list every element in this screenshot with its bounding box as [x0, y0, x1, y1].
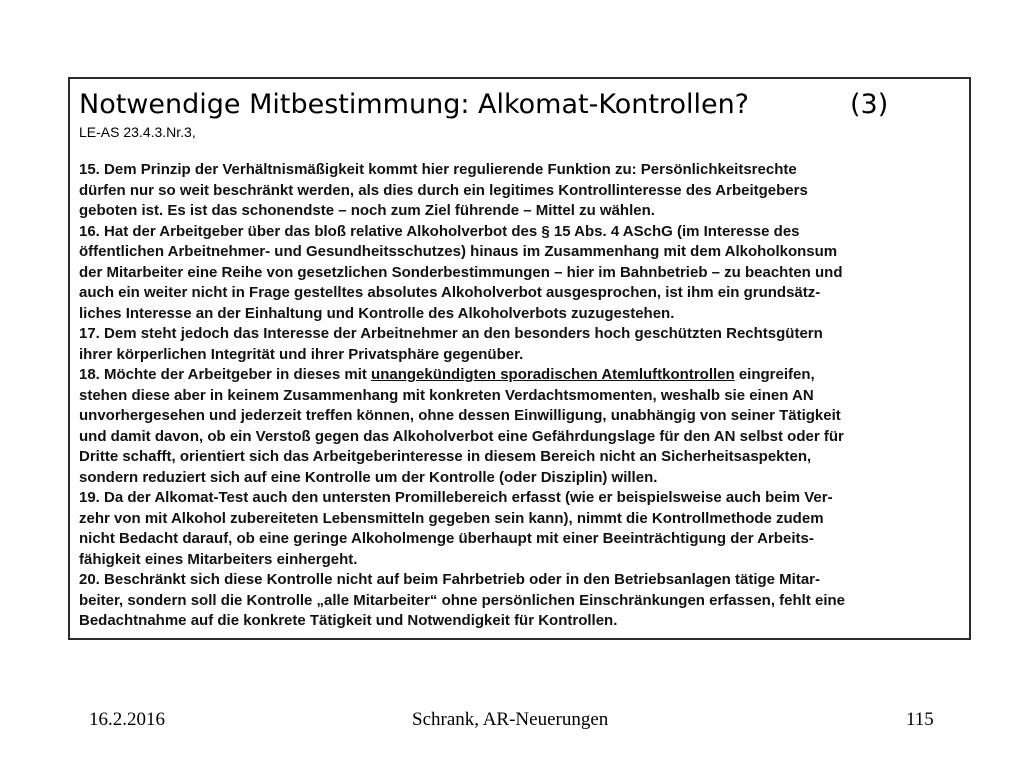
slide-body [79, 160, 959, 632]
body-line: auch ein weiter nicht in Frage gestelltes absolutes Alkoholverbot ausgesprochen, ist ihm ein grundsätz- [79, 284, 821, 301]
body-line: Bedachtnahme auf die konkrete Tätigkeit und Notwendigkeit für Kontrollen. [79, 612, 618, 629]
slide-title-number: (3) [850, 89, 889, 120]
body-line: unvorhergesehen und jederzeit treffen können, ohne dessen Einwilligung, unabhängig von seiner Tätigkeit [79, 407, 841, 424]
body-line-18-pre: 18. Möchte der Arbeitgeber in dieses mit [79, 366, 372, 383]
body-line: sondern reduziert sich auf eine Kontrolle um der Kontrolle (oder Disziplin) willen. [79, 468, 658, 486]
body-line: Dritte schafft, orientiert sich das Arbeitgeberinteresse in diesem Bereich nicht an Sicherheitsaspekten, [79, 448, 812, 465]
slide-title-text: Notwendige Mitbestimmung: Alkomat-Kontrollen? [79, 89, 750, 120]
footer-page-number: 115 [906, 709, 934, 730]
body-line: 20. Beschränkt sich diese Kontrolle nicht auf beim Fahrbetrieb oder in den Betriebsanlagen tätige Mitar- [79, 571, 820, 588]
body-line: geboten ist. Es ist das schonendste – noch zum Ziel führende – Mittel zu wählen. [79, 202, 655, 219]
body-line: 19. Da der Alkomat-Test auch den untersten Promillebereich erfasst (wie er beispielsweise auch beim Ver- [79, 489, 833, 506]
slide-title [79, 88, 959, 122]
body-line-18-post: eingreifen, [734, 366, 815, 383]
body-line: nicht Bedacht darauf, ob eine geringe Alkoholmenge überhaupt mit einer Beeinträchtigung der Arbeits- [79, 530, 814, 547]
body-line: der Mitarbeiter eine Reihe von gesetzlichen Sonderbestimmungen – hier im Bahnbetrieb – zu beachten und [79, 263, 843, 281]
body-line: 17. Dem steht jedoch das Interesse der Arbeitnehmer an den besonders hoch geschützten Rechtsgütern [79, 325, 823, 342]
footer-author: Schrank, AR-Neuerungen [412, 709, 609, 730]
body-line: 16. Hat der Arbeitgeber über das bloß relative Alkoholverbot des § 15 Abs. 4 ASchG (im Interesse des [79, 222, 800, 240]
footer-date: 16.2.2016 [89, 709, 165, 730]
body-line: stehen diese aber in keinem Zusammenhang mit konkreten Verdachtsmomenten, weshalb sie einen AN [79, 386, 814, 404]
underlined-phrase: unangekündigten sporadischen Atemluftkontrollen [371, 366, 735, 383]
body-line-18 [79, 365, 959, 386]
body-line: zehr von mit Alkohol zubereiteten Lebensmitteln gegeben sein kann), nimmt die Kontrollmethode zudem [79, 509, 824, 527]
body-line: öffentlichen Arbeitnehmer- und Gesundheitsschutzes) hinaus im Zusammenhang mit dem Alkoholkonsum [79, 243, 838, 260]
slide-subtitle: LE-AS 23.4.3.Nr.3, [79, 124, 196, 140]
body-line: ihrer körperlichen Integrität und ihrer Privatsphäre gegenüber. [79, 345, 524, 363]
body-line: dürfen nur so weit beschränkt werden, als dies durch ein legitimes Kontrollinteresse des Arbeitgebers [79, 181, 808, 199]
body-line: beiter, sondern soll die Kontrolle „alle Mitarbeiter“ ohne persönlichen Einschränkungen erfassen, fehlt eine [79, 591, 846, 609]
body-line: liches Interesse an der Einhaltung und Kontrolle des Alkoholverbots zuzugestehen. [79, 304, 675, 322]
body-line: und damit davon, ob ein Verstoß gegen das Alkoholverbot eine Gefährdungslage für den AN selbst oder für [79, 427, 844, 445]
body-line: 15. Dem Prinzip der Verhältnismäßigkeit kommt hier regulierende Funktion zu: Persönlichkeitsrechte [79, 161, 797, 178]
body-line: fähigkeit eines Mitarbeiters einhergeht. [79, 550, 358, 568]
